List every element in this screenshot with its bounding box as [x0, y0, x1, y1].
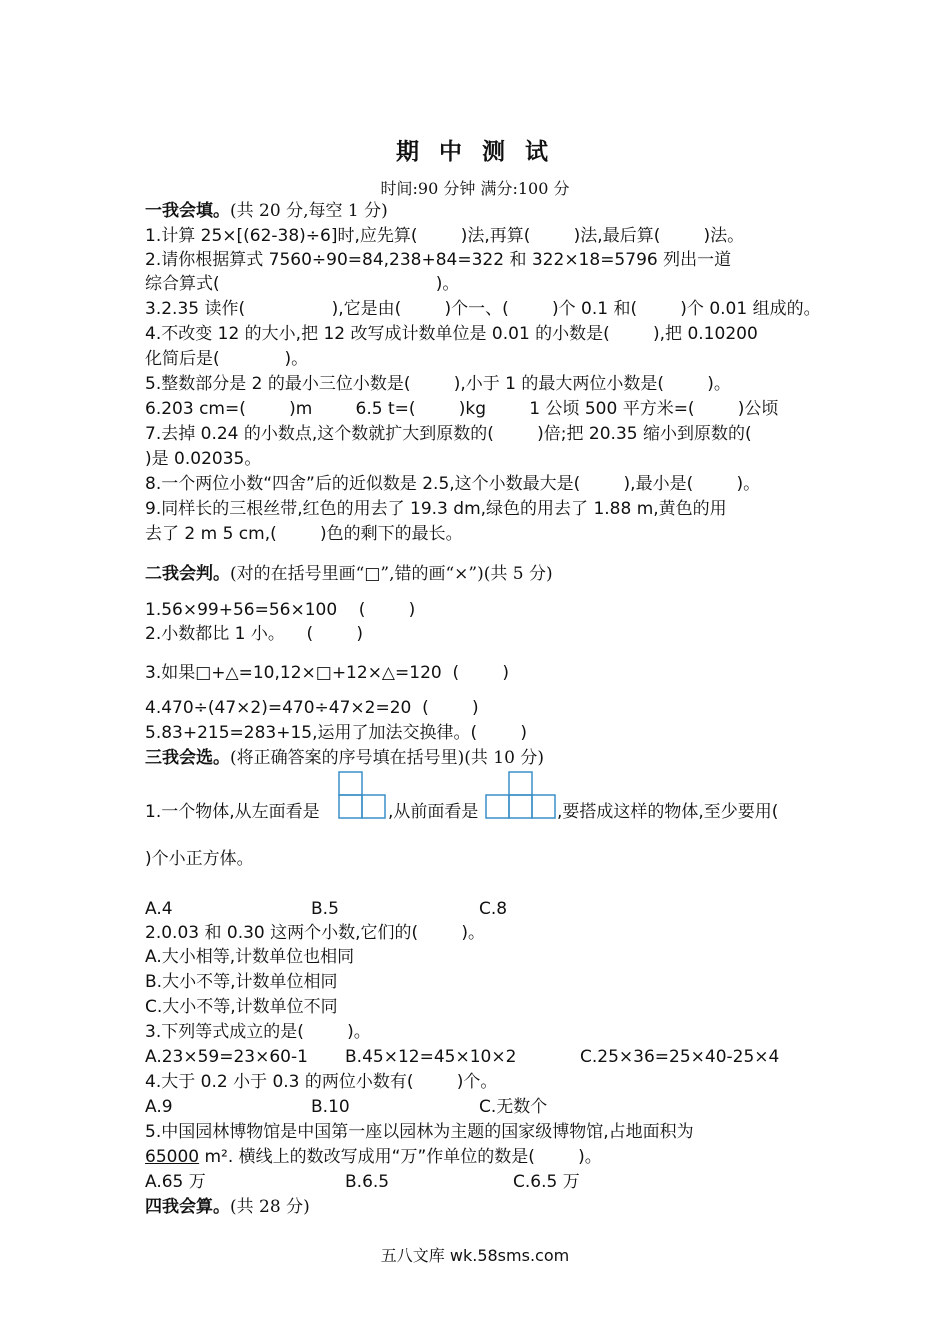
s3-q5-option-b: B.6.5	[345, 1172, 390, 1192]
s3-q2-option-b: B.大小不等,计数单位相同	[145, 972, 338, 992]
s2-q1: 1.56×99+56=56×100 ( )	[145, 600, 416, 620]
s3-q1-suffix: ,要搭成这样的物体,至少要用(	[557, 802, 779, 822]
page-title: 期 中 测 试	[395, 138, 555, 165]
underlined-number: 65000	[145, 1147, 200, 1167]
s1-q8: 8.一个两位小数“四舍”后的近似数是 2.5,这个小数最大是( ),最小是( )。	[145, 474, 761, 494]
s1-q4-line1: 4.不改变 12 的大小,把 12 改写成计数单位是 0.01 的小数是( ),把 0.10200	[145, 324, 758, 344]
s2-q2: 2.小数都比 1 小。 ( )	[145, 624, 363, 644]
s3-q3-option-a: A.23×59=23×60-1	[145, 1047, 308, 1067]
s3-q5-option-c: C.6.5 万	[513, 1172, 580, 1192]
s2-q4: 4.470÷(47×2)=470÷47×2=20 ( )	[145, 698, 479, 718]
s3-q5-line2-text: m². 横线上的数改写成用“万”作单位的数是( )。	[199, 1147, 602, 1167]
s3-q3: 3.下列等式成立的是( )。	[145, 1022, 371, 1042]
s3-q5-line2	[145, 1146, 602, 1168]
s3-q3-option-b: B.45×12=45×10×2	[345, 1047, 517, 1067]
section-2-header	[145, 563, 553, 585]
s3-q2-option-a: A.大小相等,计数单位也相同	[145, 947, 355, 967]
section-2-heading: 二我会判。	[145, 564, 230, 584]
s3-q1-middle: ,从前面看是	[388, 802, 479, 822]
s3-q1-option-a: A.4	[145, 899, 173, 919]
s1-q6: 6.203 cm=( )m 6.5 t=( )kg 1 公顷 500 平方米=( )公顷	[145, 399, 779, 419]
s1-q5: 5.整数部分是 2 的最小三位小数是( ),小于 1 的最大两位小数是( )。	[145, 374, 731, 394]
s2-q5: 5.83+215=283+15,运用了加法交换律。( )	[145, 723, 528, 743]
section-3-heading: 三我会选。	[145, 748, 230, 768]
s3-q2: 2.0.03 和 0.30 这两个小数,它们的( )。	[145, 923, 486, 943]
s1-q4-line2: 化简后是( )。	[145, 349, 309, 369]
s1-q7-line1: 7.去掉 0.24 的小数点,这个数就扩大到原数的( )倍;把 20.35 缩小到原数的(	[145, 424, 752, 444]
footer-watermark: 五八文库 wk.58sms.com	[380, 1246, 570, 1265]
exam-info: 时间:90 分钟 满分:100 分	[380, 179, 570, 198]
s3-q1-option-c: C.8	[479, 899, 508, 919]
s3-q4-option-c: C.无数个	[479, 1097, 548, 1117]
section-4-note: (共 28 分)	[230, 1197, 310, 1217]
s1-q7-line2: )是 0.02035。	[145, 449, 262, 469]
section-4-heading: 四我会算。	[145, 1197, 230, 1217]
s3-q1-prefix: 1.一个物体,从左面看是	[145, 802, 320, 822]
section-3-header	[145, 747, 544, 769]
s1-q9-line1: 9.同样长的三根丝带,红色的用去了 19.3 dm,绿色的用去了 1.88 m,黄色的用	[145, 499, 727, 519]
s3-q2-option-c: C.大小不等,计数单位不同	[145, 997, 338, 1017]
s3-q1-option-b: B.5	[311, 899, 339, 919]
s1-q2-line1: 2.请你根据算式 7560÷90=84,238+84=322 和 322×18=5796 列出一道	[145, 250, 732, 270]
s3-q5-line1: 5.中国园林博物馆是中国第一座以园林为主题的国家级博物馆,占地面积为	[145, 1122, 694, 1142]
s3-q4-option-a: A.9	[145, 1097, 173, 1117]
section-3-note: (将正确答案的序号填在括号里)(共 10 分)	[230, 748, 544, 768]
s1-q2-line2: 综合算式( )。	[145, 274, 460, 294]
left-view-figure	[338, 771, 388, 819]
front-view-figure	[485, 771, 557, 819]
s3-q1-end: )个小正方体。	[145, 849, 254, 869]
section-1-heading: 一我会填。	[145, 201, 230, 221]
s3-q4-option-b: B.10	[311, 1097, 350, 1117]
section-1-note: (共 20 分,每空 1 分)	[230, 201, 388, 221]
s3-q4: 4.大于 0.2 小于 0.3 的两位小数有( )个。	[145, 1072, 498, 1092]
s3-q3-option-c: C.25×36=25×40-25×4	[580, 1047, 780, 1067]
s1-q3: 3.2.35 读作( ),它是由( )个一、( )个 0.1 和( )个 0.01 组成的。	[145, 299, 821, 319]
section-4-header	[145, 1196, 310, 1218]
s1-q1: 1.计算 25×[(62-38)÷6]时,应先算( )法,再算( )法,最后算( )法。	[145, 226, 745, 246]
s2-q3: 3.如果□+△=10,12×□+12×△=120 ( )	[145, 663, 510, 683]
section-1-header	[145, 200, 388, 222]
s1-q9-line2: 去了 2 m 5 cm,( )色的剩下的最长。	[145, 524, 463, 544]
section-2-note: (对的在括号里画“□”,错的画“×”)(共 5 分)	[230, 564, 553, 584]
s3-q5-option-a: A.65 万	[145, 1172, 206, 1192]
